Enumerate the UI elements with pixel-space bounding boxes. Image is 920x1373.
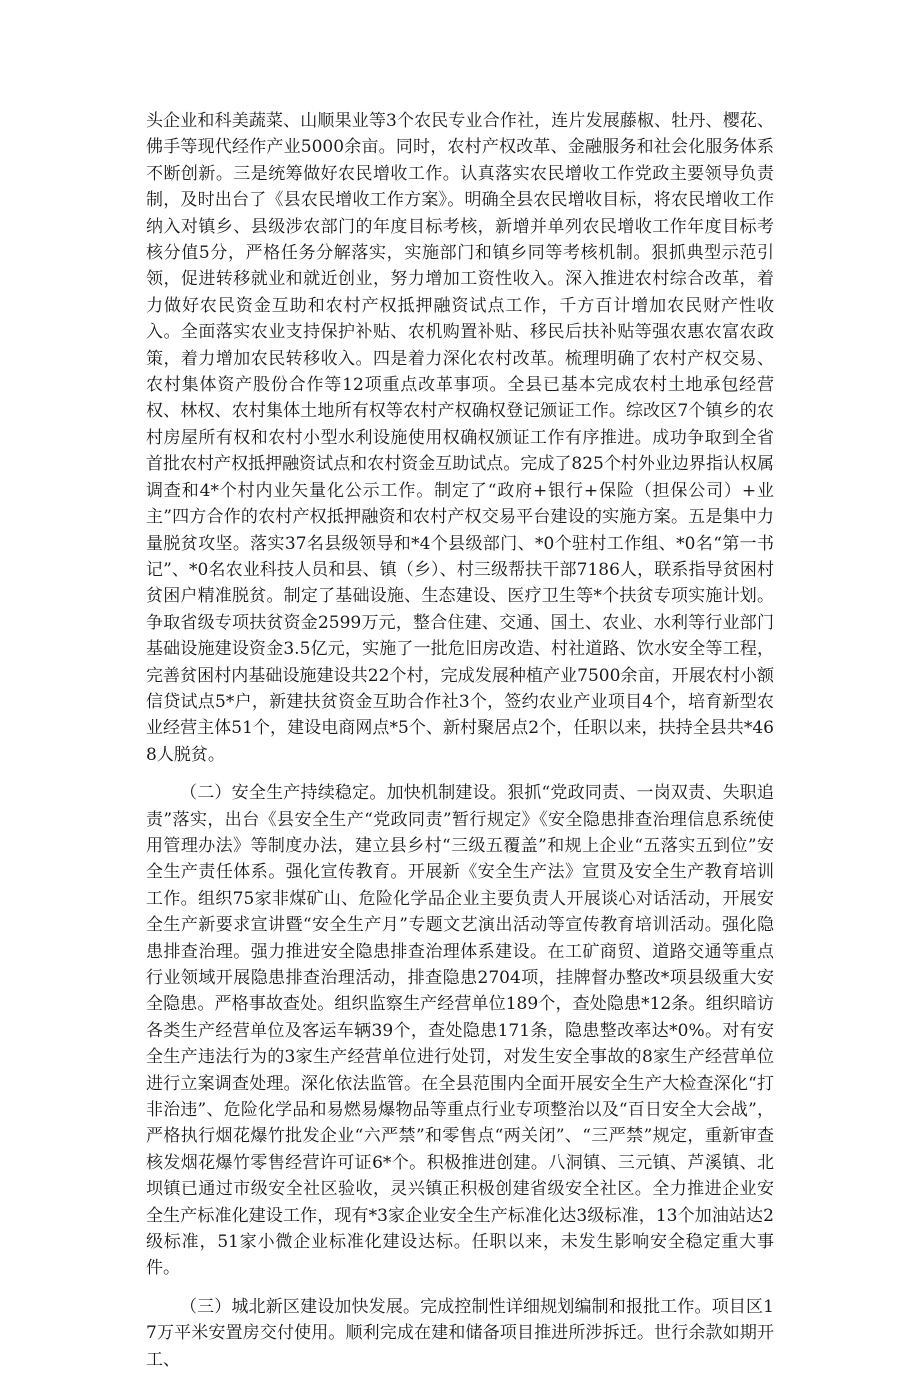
paragraph-safety-production: （二）安全生产持续稳定。加快机制建设。狠抓“党政同责、一岗双责、失职追责”落实，出台《县安全生产“党政同责”暂行规定》《安全隐患排查治理信息系统使用管理办法》等制度办法，建立县乡村“三级五覆盖”和规上企业“五落实五到位”安全生产责任体系。强化宣传教育。开展新《安全生产法》宣贯及安全生产教育培训工作。组织75家非煤矿山、危险化学品企业主要负责人开展谈心对话活动，开展安全生产新要求宣讲暨“安全生产月”专题文艺演出活动等宣传教育培训活动。强化隐患排查治理。强力推进安全隐患排查治理体系建设。在工矿商贸、道路交通等重点行业领域开展隐患排查治理活动，排查隐患2704项，挂牌督办整改*项县级重大安全隐患。严格事故查处。组织监察生产经营单位189个，查处隐患*12条。组织暗访各类生产经营单位及客运车辆39个，查处隐患171条，隐患整改率达*0%。对有安全生产违法行为的3家生产经营单位进行处罚，对发生安全事故的8家生产经营单位进行立案调查处理。深化依法监管。在全县范围内全面开展安全生产大检查深化“打非治违”、危险化学品和易燃易爆物品等重点行业专项整治以及“百日安全大会战”，严格执行烟花爆竹批发企业“六严禁”和零售点“两关闭”、“三严禁”规定，重新审查核发烟花爆竹零售经营许可证6*个。积极推进创建。八洞镇、三元镇、芦溪镇、北坝镇已通过市级安全社区验收，灵兴镇正积极创建省级安全社区。全力推进企业安全生产标准化建设工作，现有*3家企业安全生产标准化达3级标准，13个加油站达2级标准，51家小微企业标准化建设达标。任职以来，未发生影响安全稳定重大事件。 [146, 783, 774, 1279]
paragraph-chengbei-new-district: （三）城北新区建设加快发展。完成控制性详细规划编制和报批工作。项目区17万平米安置房交付使用。顺利完成在建和储备项目推进所涉拆迁。世行余款如期开工、 [146, 1296, 774, 1370]
paragraph-continuation: 头企业和科美蔬菜、山顺果业等3个农民专业合作社，连片发展藤椒、牡丹、樱花、佛手等现代经作产业5000余亩。同时，农村产权改革、金融服务和社会化服务体系不断创新。三是统筹做好农民增收工作。认真落实农民增收工作党政主要领导负责制，及时出台了《县农民增收工作方案》。明确全县农民增收目标，将农民增收工作纳入对镇乡、县级涉农部门的年度目标考核，新增并单列农民增收工作年度目标考核分值5分，严格任务分解落实，实施部门和镇乡同等考核机制。狠抓典型示范引领，促进转移就业和就近创业，努力增加工资性收入。深入推进农村综合改革，着力做好农民资金互助和农村产权抵押融资试点工作，千方百计增加农民财产性收入。全面落实农业支持保护补贴、农机购置补贴、移民后扶补贴等强农惠农富农政策，着力增加农民转移收入。四是着力深化农村改革。梳理明确了农村产权交易、农村集体资产股份合作等12项重点改革事项。全县已基本完成农村土地承包经营权、林权、农村集体土地所有权等农村产权确权登记颁证工作。综改区7个镇乡的农村房屋所有权和农村小型水利设施使用权确权颁证工作有序推进。成功争取到全省首批农村产权抵押融资试点和农村资金互助试点。完成了825个村外业边界指认权属调查和4*个村内业矢量化公示工作。制定了“政府+银行+保险（担保公司）+业主”四方合作的农村产权抵押融资和农村产权交易平台建设的实施方案。五是集中力量脱贫攻坚。落实37名县级领导和*4个县级部门、*0个驻村工作组、*0名“第一书记”、*0名农业科技人员和县、镇（乡）、村三级帮扶干部7186人，联系指导贫困村贫困户精准脱贫。制定了基础设施、生态建设、医疗卫生等*个扶贫专项实施计划。争取省级专项扶贫资金2599万元，整合住建、交通、国土、农业、水利等行业部门基础设施建设资金3.5亿元，实施了一批危旧房改造、村社道路、饮水安全等工程，完善贫困村内基础设施建设共22个村，完成发展种植产业7500余亩，开展农村小额信贷试点5*户，新建扶贫资金互助合作社3个，签约农业产业项目4个，培育新型农业经营主体51个，建设电商网点*5个、新村聚居点2个，任职以来，扶持全县共*468人脱贫。 [146, 111, 774, 765]
